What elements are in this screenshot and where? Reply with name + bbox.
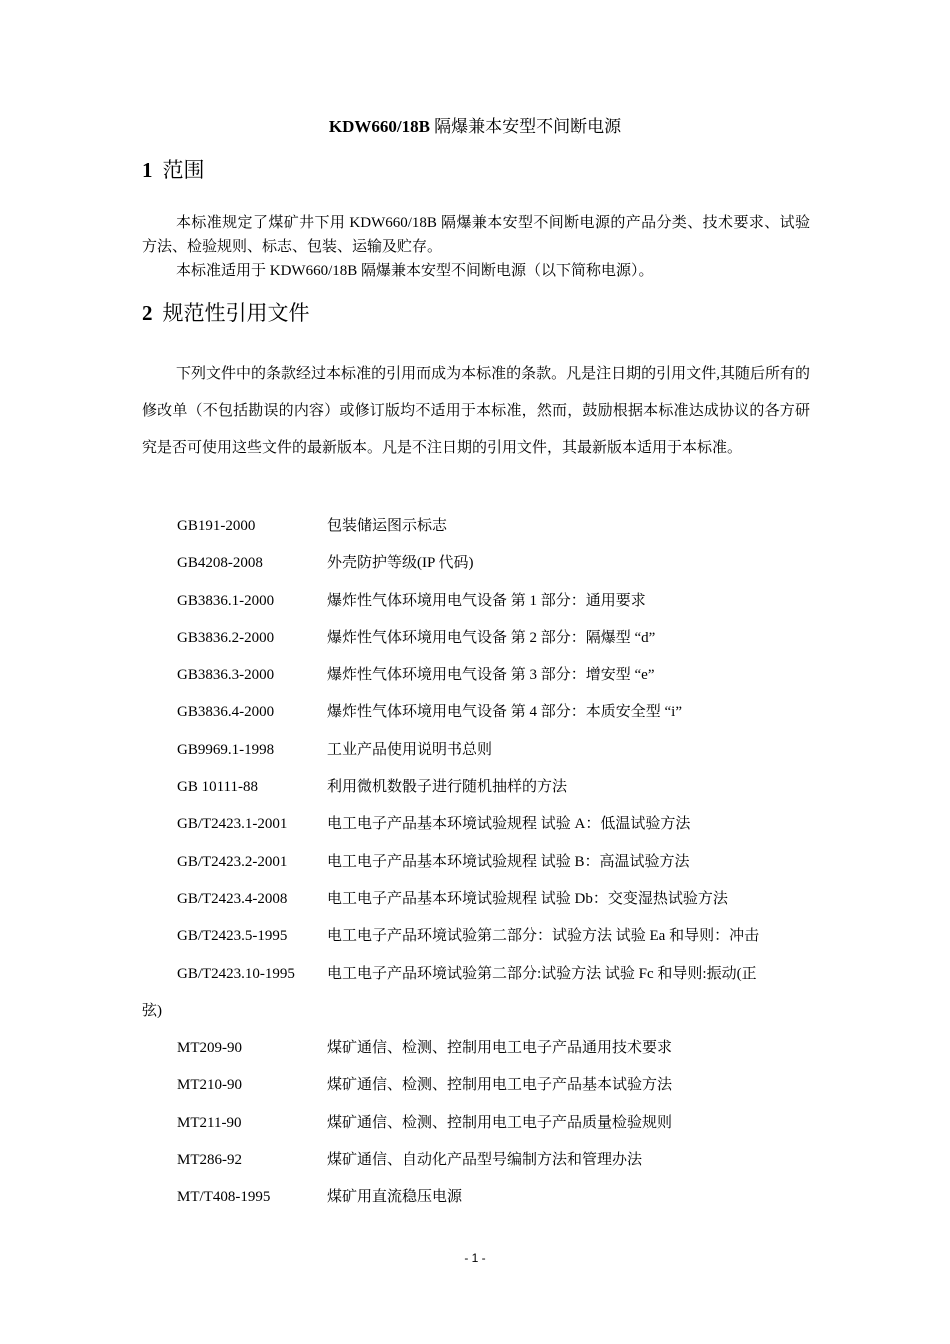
reference-item [142,844,832,881]
reference-code: GB 10111-88 [177,779,258,796]
reference-item [142,806,832,843]
section-1-title: 范围 [162,158,205,182]
reference-title: 包装储运图示标志 [327,518,448,534]
reference-code: GB9969.1-1998 [177,741,275,758]
section-1-paragraph-2: 本标准适用于 KDW660/18B 隔爆兼本安型不间断电源（以下简称电源）。 [176,263,654,279]
reference-title: 煤矿通信、检测、控制用电工电子产品通用技术要求 [327,1040,673,1057]
document-title-code: KDW660/18B [328,117,430,136]
section-2-number: 2 [142,301,153,325]
reference-code: GB3836.4-2000 [177,704,275,721]
reference-item [142,1067,832,1104]
document-title-text: 隔爆兼本安型不间断电源 [434,117,622,136]
reference-item [142,881,832,918]
reference-item [142,508,832,545]
reference-title: 工业产品使用说明书总则 [327,741,493,758]
reference-title: 外壳防护等级(IP 代码) [327,555,474,572]
reference-code: MT211-90 [177,1114,242,1131]
reference-title: 爆炸性气体环境用电气设备 第 3 部分：增安型 “e” [327,667,655,684]
reference-title: 煤矿通信、检测、控制用电工电子产品质量检验规则 [327,1114,673,1131]
reference-item [142,1030,832,1067]
reference-item [142,583,832,620]
page-number: - 1 - [464,1251,486,1265]
reference-code: GB/T2423.5-1995 [177,928,288,945]
reference-code: GB/T2423.1-2001 [177,816,288,833]
reference-code: GB/T2423.10-1995 [177,965,295,982]
reference-code: GB/T2423.4-2008 [177,890,288,907]
reference-code: MT286-92 [177,1152,242,1169]
reference-item [142,918,832,955]
reference-title: 利用微机数骰子进行随机抽样的方法 [327,779,568,796]
reference-code: MT209-90 [177,1040,242,1057]
reference-title: 爆炸性气体环境用电气设备 第 1 部分：通用要求 [327,592,646,609]
reference-title: 爆炸性气体环境用电气设备 第 4 部分：本质安全型 “i” [327,704,682,721]
reference-code: MT/T408-1995 [177,1189,271,1206]
reference-title: 电工电子产品基本环境试验规程 试验 A：低温试验方法 [327,816,691,833]
reference-item [142,1142,832,1179]
reference-code: GB/T2423.2-2001 [177,853,288,870]
reference-title: 电工电子产品基本环境试验规程 试验 Db：交变湿热试验方法 [327,890,728,907]
reference-code: GB3836.1-2000 [177,592,275,609]
section-1-paragraph-1: 本标准规定了煤矿井下用 KDW660/18B 隔爆兼本安型不间断电源的产品分类、技术要求、试验方法、检验规则、标志、包装、运输及贮存。 [142,215,810,255]
reference-title: 电工电子产品环境试验第二部分:试验方法 试验 Fc 和导则:振动(正 [327,965,757,982]
section-2-title: 规范性引用文件 [162,301,310,325]
section-1-heading [142,156,205,184]
section-2-intro [142,356,810,467]
reference-code: GB4208-2008 [177,555,263,572]
reference-list [142,508,832,1217]
reference-title: 煤矿通信、自动化产品型号编制方法和管理办法 [327,1152,643,1169]
reference-title: 爆炸性气体环境用电气设备 第 2 部分：隔爆型 “d” [327,629,656,646]
section-2-intro-paragraph: 下列文件中的条款经过本标准的引用而成为本标准的条款。凡是注日期的引用文件,其随后所有的修改单（不包括勘误的内容）或修订版均不适用于本标准，然而，鼓励根据本标准达成协议的各方研究是否可使用这些文件的最新版本。凡是不注日期的引用文件，其最新版本适用于本标准。 [142,366,810,456]
reference-item [142,545,832,582]
reference-title: 电工电子产品基本环境试验规程 试验 B：高温试验方法 [327,853,690,870]
reference-item [142,1105,832,1142]
reference-item [142,657,832,694]
reference-title: 煤矿通信、检测、控制用电工电子产品基本试验方法 [327,1077,673,1094]
section-2-heading [142,299,310,327]
reference-item [142,694,832,731]
reference-item [142,1179,832,1216]
reference-item [142,769,832,806]
reference-title-continuation: 弦) [142,1002,162,1019]
reference-code: MT210-90 [177,1077,242,1094]
document-title [0,116,950,138]
reference-title: 煤矿用直流稳压电源 [327,1189,463,1206]
reference-code: GB3836.2-2000 [177,629,275,646]
reference-title: 电工电子产品环境试验第二部分：试验方法 试验 Ea 和导则：冲击 [327,928,760,945]
section-1-number: 1 [142,158,153,182]
reference-item [142,620,832,657]
reference-code: GB3836.3-2000 [177,667,275,684]
reference-item [142,956,832,1031]
section-1-body [142,211,810,283]
reference-item [142,732,832,769]
reference-code: GB191-2000 [177,518,256,534]
